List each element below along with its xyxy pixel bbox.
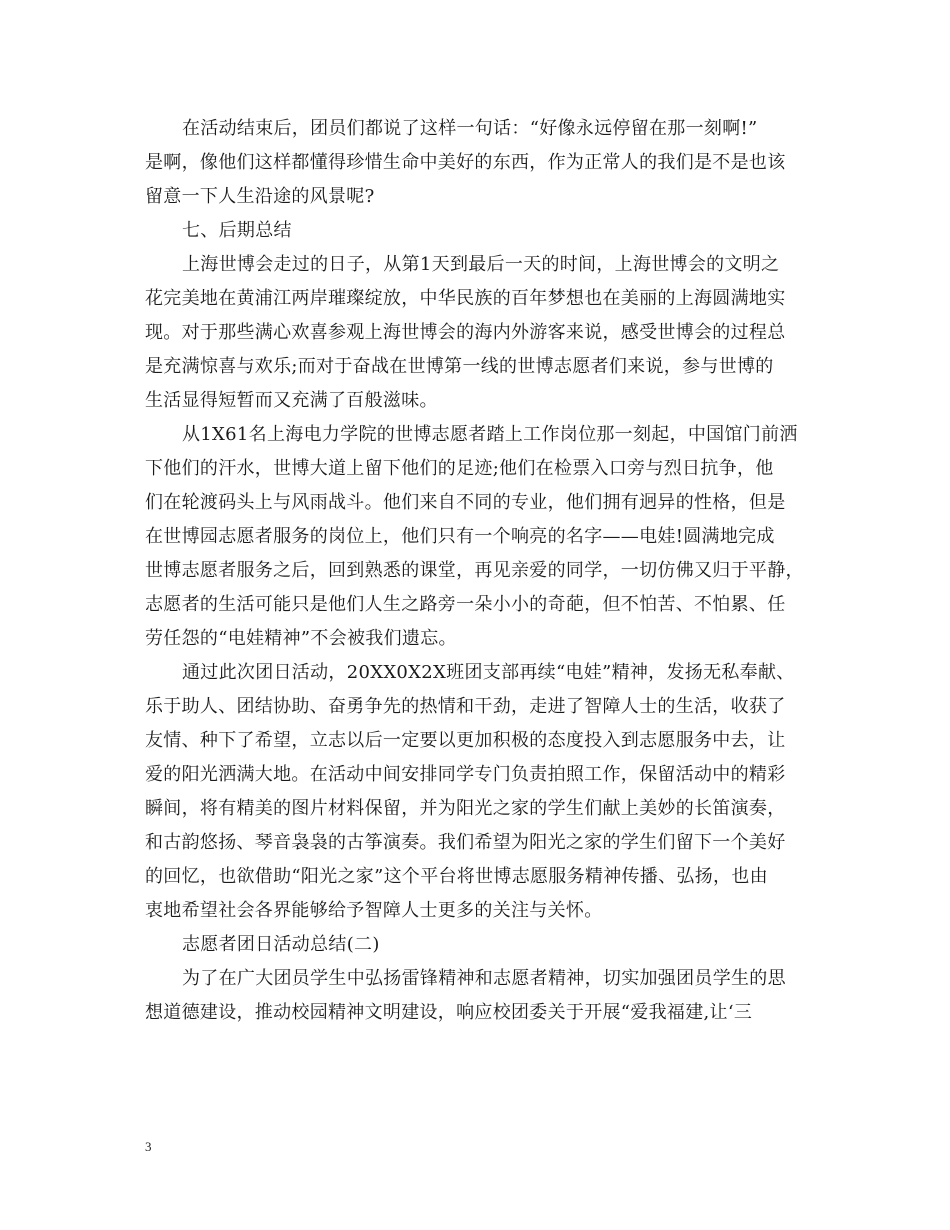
paragraph-line: 花完美地在黄浦江两岸璀璨绽放，中华民族的百年梦想也在美丽的上海圆满地实 [145, 288, 786, 309]
paragraph-line: 是啊，像他们这样都懂得珍惜生命中美好的东西，作为正常人的我们是不是也该 [145, 152, 786, 173]
paragraph-line: 留意一下人生沿途的风景呢? [145, 186, 375, 207]
page-number: 3 [145, 1139, 152, 1154]
section-heading: 七、后期总结 [182, 220, 292, 241]
paragraph-line: 在活动结束后，团员们都说了这样一句话：“好像永远停留在那一刻啊!” [182, 118, 758, 139]
paragraph-line: 瞬间，将有精美的图片材料保留，并为阳光之家的学生们献上美妙的长笛演奏， [145, 798, 786, 819]
paragraph-line: 志愿者的生活可能只是他们人生之路旁一朵小小的奇葩，但不怕苦、不怕累、任 [145, 594, 786, 615]
paragraph-line: 为了在广大团员学生中弘扬雷锋精神和志愿者精神，切实加强团员学生的思 [182, 968, 786, 989]
paragraph-line: 是充满惊喜与欢乐;而对于奋战在世博第一线的世博志愿者们来说，参与世博的 [145, 356, 774, 377]
paragraph-line: 世博志愿者服务之后，回到熟悉的课堂，再见亲爱的同学，一切仿佛又归于平静， [145, 560, 804, 581]
paragraph-line: 的回忆，也欲借助“阳光之家”这个平台将世博志愿服务精神传播、弘扬，也由 [145, 866, 768, 887]
paragraph-line: 爱的阳光洒满大地。在活动中间安排同学专门负责拍照工作，保留活动中的精彩 [145, 764, 786, 785]
paragraph-line: 上海世博会走过的日子，从第1天到最后一天的时间，上海世博会的文明之 [182, 254, 780, 275]
paragraph-line: 乐于助人、团结协助、奋勇争先的热情和干劲，走进了智障人士的生活，收获了 [145, 696, 786, 717]
paragraph-line: 友情、种下了希望，立志以后一定要以更加积极的态度投入到志愿服务中去，让 [145, 730, 786, 751]
paragraph-line: 和古韵悠扬、琴音袅袅的古筝演奏。我们希望为阳光之家的学生们留下一个美好 [145, 832, 786, 853]
paragraph-line: 从1X61名上海电力学院的世博志愿者踏上工作岗位那一刻起，中国馆门前洒 [182, 424, 798, 445]
paragraph-line: 现。对于那些满心欢喜参观上海世博会的海内外游客来说，感受世博会的过程总 [145, 322, 786, 343]
paragraph-line: 通过此次团日活动，20XX0X2X班团支部再续“电娃”精神，发扬无私奉献、 [182, 662, 795, 683]
paragraph-line: 下他们的汗水，世博大道上留下他们的足迹;他们在检票入口旁与烈日抗争，他 [145, 458, 774, 479]
paragraph-line: 生活显得短暂而又充满了百般滋味。 [145, 390, 438, 411]
paragraph-line: 想道德建设，推动校园精神文明建设，响应校团委关于开展“爱我福建,让‘三 [145, 1002, 753, 1023]
paragraph-line: 们在轮渡码头上与风雨战斗。他们来自不同的专业，他们拥有迥异的性格，但是 [145, 492, 786, 513]
section-heading: 志愿者团日活动总结(二) [182, 934, 380, 955]
paragraph-line: 衷地希望社会各界能够给予智障人士更多的关注与关怀。 [145, 900, 603, 921]
paragraph-line: 在世博园志愿者服务的岗位上，他们只有一个响亮的名字——电娃!圆满地完成 [145, 526, 775, 547]
paragraph-line: 劳任怨的“电娃精神”不会被我们遗忘。 [145, 628, 457, 649]
body-text [145, 112, 805, 1030]
